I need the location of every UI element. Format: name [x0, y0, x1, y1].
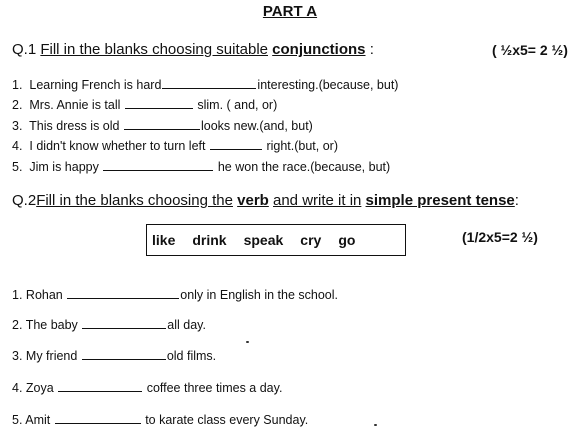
verb-option: speak	[243, 232, 284, 248]
item-number: 1.	[12, 78, 23, 92]
item-text-after: coffee three times a day.	[146, 381, 283, 395]
stray-mark	[246, 341, 249, 343]
verb-option: cry	[300, 232, 322, 248]
item-text-after: old films.	[166, 349, 217, 363]
item-text-after: looks new.(and, but)	[200, 119, 313, 133]
item-number: 4.	[12, 139, 23, 153]
item-number: 2.	[12, 318, 23, 332]
answer-blank[interactable]	[124, 118, 200, 130]
answer-blank[interactable]	[82, 348, 166, 360]
q1-item-3	[12, 118, 313, 133]
item-text-before: I didn't know whether to turn left	[29, 139, 206, 153]
stray-mark	[374, 424, 377, 426]
answer-blank[interactable]	[103, 159, 213, 171]
q2-item-3	[12, 348, 216, 363]
q2-keyword-verb: verb	[237, 192, 269, 209]
q2-heading	[12, 192, 519, 209]
q2-item-1	[12, 287, 338, 302]
item-text-before: Jim is happy	[29, 160, 99, 174]
item-number: 2.	[12, 98, 23, 112]
item-text-after: slim. ( and, or)	[197, 98, 278, 112]
q2-marks: (1/2x5=2 ½)	[462, 229, 538, 245]
answer-blank[interactable]	[162, 77, 256, 89]
part-title: PART A	[262, 3, 318, 20]
item-text-after: he won the race.(because, but)	[217, 160, 391, 174]
q2-item-2	[12, 317, 206, 332]
q1-heading	[12, 41, 374, 58]
item-text-before: The baby	[25, 318, 78, 332]
q1-item-1	[12, 77, 398, 92]
item-text-after: to karate class every Sunday.	[145, 413, 309, 427]
q1-item-5	[12, 159, 390, 174]
q1-marks: ( ½x5= 2 ½)	[492, 42, 568, 58]
q1-instruction: Fill in the blanks choosing suitable	[40, 41, 268, 58]
answer-blank[interactable]	[67, 287, 179, 299]
q2-instruction-part2: and write it in	[273, 192, 362, 209]
verb-option: like	[152, 232, 176, 248]
q1-item-2	[12, 97, 277, 112]
answer-blank[interactable]	[82, 317, 166, 329]
verb-box	[146, 224, 406, 256]
verb-option: drink	[192, 232, 227, 248]
item-text-before: My friend	[25, 349, 78, 363]
item-number: 3.	[12, 119, 23, 133]
q1-colon: :	[369, 41, 374, 58]
item-text-after: all day.	[167, 318, 206, 332]
q2-instruction-part1: Fill in the blanks choosing the	[36, 192, 233, 209]
answer-blank[interactable]	[125, 97, 193, 109]
item-number: 1.	[12, 288, 23, 302]
verb-option: go	[338, 232, 356, 248]
answer-blank[interactable]	[58, 380, 142, 392]
item-text-after: only in English in the school.	[180, 288, 338, 302]
item-text-before: Learning French is hard	[29, 78, 162, 92]
item-text-after: right.(but, or)	[266, 139, 339, 153]
item-number: 5.	[12, 413, 23, 427]
q1-number: Q.1	[12, 41, 37, 58]
answer-blank[interactable]	[210, 138, 262, 150]
item-text-before: Amit	[25, 413, 51, 427]
item-text-before: Zoya	[25, 381, 54, 395]
item-number: 5.	[12, 160, 23, 174]
q2-item-4	[12, 380, 282, 395]
q1-item-4	[12, 138, 338, 153]
q2-keyword-tense: simple present tense	[365, 192, 515, 209]
item-text-before: Rohan	[25, 288, 63, 302]
item-number: 3.	[12, 349, 23, 363]
item-text-after: interesting.(because, but)	[257, 78, 399, 92]
item-text-before: This dress is old	[29, 119, 120, 133]
q2-item-5	[12, 412, 308, 427]
q2-number: Q.2	[12, 192, 37, 209]
item-text-before: Mrs. Annie is tall	[29, 98, 121, 112]
q2-colon: :	[514, 192, 519, 209]
item-number: 4.	[12, 381, 23, 395]
answer-blank[interactable]	[55, 412, 141, 424]
q1-keyword: conjunctions	[272, 41, 366, 58]
